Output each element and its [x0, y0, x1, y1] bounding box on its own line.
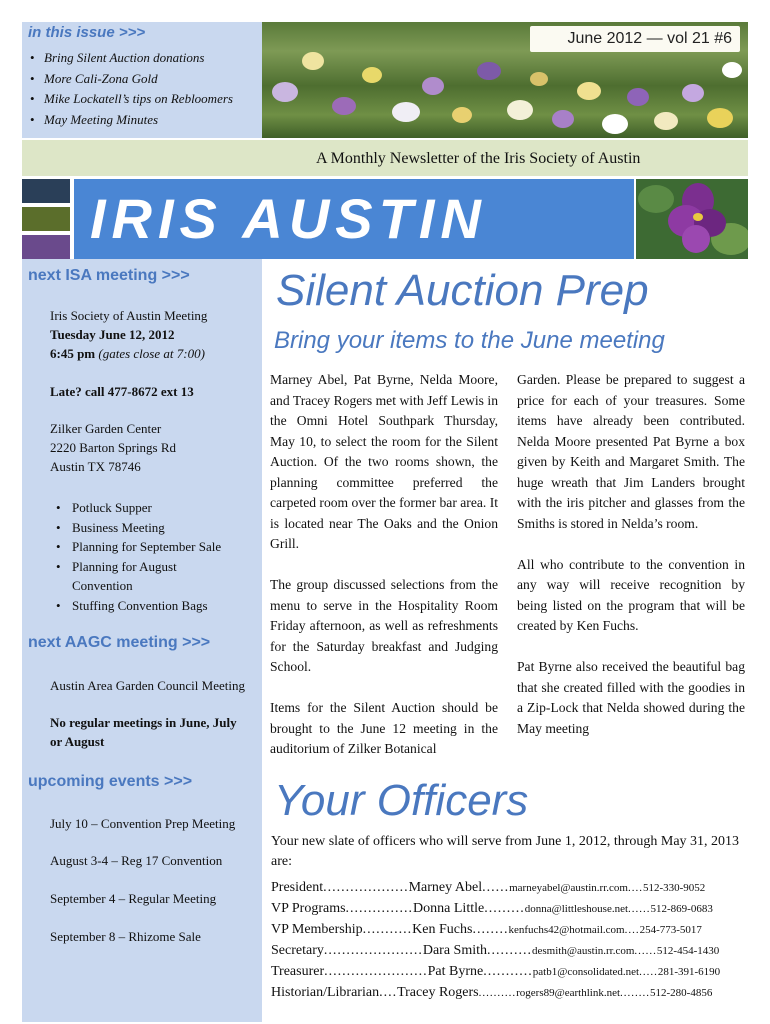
officers-intro: Your new slate of officers who will serve from June 1, 2012, through May 31, 2013 are:	[271, 834, 740, 869]
officers-list	[271, 880, 747, 1006]
leader-dots: ....	[627, 882, 643, 894]
officer-email: patb1@consolidated.net	[532, 966, 640, 978]
officer-role: VP Membership	[271, 922, 363, 937]
officer-name: Tracey Rogers	[397, 985, 479, 1000]
event-item: September 8 – Rhizome Sale	[50, 929, 201, 944]
event-item: August 3-4 – Reg 17 Convention	[50, 853, 223, 868]
article-paragraph: Marney Abel, Pat Byrne, Nelda Moore, and Tracey Rogers met with Jeff Lewis in the Omni Hotel Southpark Thursday, May 10, to select the room for the Silent Auction. Of the two rooms shown, the planning committee preferred the carpeted room over the former bar area. It is located near The Oaks and the Onion Grill.	[270, 372, 498, 551]
officer-name: Ken Fuchs	[412, 922, 473, 937]
isa-meeting-heading: next ISA meeting >>>	[28, 267, 190, 284]
masthead-title: IRIS AUSTIN	[90, 187, 487, 250]
isa-gates: (gates close at 7:00)	[98, 346, 205, 361]
agenda-item: • Business Meeting	[50, 518, 250, 538]
leader-dots: ......	[482, 880, 510, 895]
leader-dots: .......................	[324, 964, 428, 979]
officer-role: Historian/Librarian	[271, 985, 380, 1000]
officer-role: Secretary	[271, 943, 324, 958]
leader-dots: ..........	[487, 943, 533, 958]
isa-time: 6:45 pm	[50, 346, 96, 361]
masthead-square	[22, 235, 70, 259]
agenda-item: • Planning for August Convention	[50, 557, 200, 596]
leader-dots: ....	[379, 985, 398, 1000]
officer-role: VP Programs	[271, 901, 346, 916]
aagc-organization: Austin Area Garden Council Meeting	[50, 678, 245, 693]
venue-name: Zilker Garden Center	[50, 421, 162, 436]
officer-role: President	[271, 880, 324, 895]
officer-email: desmith@austin.rr.com	[532, 945, 635, 957]
officer-row	[271, 943, 747, 964]
officer-phone: 254-773-5017	[639, 924, 702, 936]
officer-row	[271, 922, 747, 943]
issue-item: • More Cali-Zona Gold	[30, 69, 233, 90]
officer-role: Treasurer	[271, 964, 325, 979]
masthead-square	[22, 207, 70, 231]
officer-name: Marney Abel	[408, 880, 483, 895]
officer-name: Pat Byrne	[427, 964, 484, 979]
article-paragraph: All who contribute to the convention in any way will receive recognition by being listed on the program that will be created by Ken Fuchs.	[517, 556, 745, 633]
officer-email: kenfuchs42@hotmail.com	[508, 924, 625, 936]
officer-row	[271, 901, 747, 922]
officers-heading: Your Officers	[274, 776, 529, 825]
isa-time-line	[50, 345, 205, 364]
event-item: September 4 – Regular Meeting	[50, 891, 217, 906]
officer-email: marneyabel@austin.rr.com	[509, 882, 628, 894]
masthead-square	[22, 179, 70, 203]
article-headline: Silent Auction Prep	[276, 266, 649, 315]
leader-dots: .....	[639, 966, 658, 978]
agenda-item: • Stuffing Convention Bags	[50, 596, 250, 616]
article-column-1	[270, 370, 498, 780]
newsletter-subtitle: A Monthly Newsletter of the Iris Society of Austin	[316, 150, 641, 167]
aagc-meeting-heading: next AAGC meeting >>>	[28, 634, 211, 651]
event-item: July 10 – Convention Prep Meeting	[50, 816, 236, 831]
isa-organization: Iris Society of Austin Meeting	[50, 308, 208, 323]
iris-flower-photo	[636, 179, 748, 259]
officer-phone: 512-869-0683	[650, 903, 713, 915]
leader-dots: ......................	[323, 943, 423, 958]
leader-dots: ........	[472, 922, 509, 937]
issue-heading: in this issue >>>	[28, 24, 146, 41]
aagc-note: No regular meetings in June, July or August	[50, 715, 237, 749]
leader-dots: ....	[624, 924, 640, 936]
isa-date: Tuesday June 12, 2012	[50, 327, 175, 342]
agenda-list	[50, 498, 250, 615]
officer-phone: 281-391-6190	[657, 966, 721, 978]
issue-list	[30, 48, 233, 130]
officer-email: donna@littleshouse.net	[524, 903, 629, 915]
leader-dots: ........	[620, 987, 651, 999]
issue-date: June 2012 — vol 21 #6	[530, 26, 740, 52]
officer-name: Dara Smith	[422, 943, 488, 958]
issue-item: • Mike Lockatell’s tips on Rebloomers	[30, 89, 233, 110]
officer-email: rogers89@earthlink.net	[516, 987, 621, 999]
officer-row	[271, 964, 747, 985]
article-deck: Bring your items to the June meeting	[274, 327, 665, 354]
officer-phone: 512-454-1430	[656, 945, 720, 957]
leader-dots: ...............	[345, 901, 414, 916]
article-paragraph: Items for the Silent Auction should be brought to the June 12 meeting in the auditorium of Zilker Botanical	[270, 700, 498, 756]
article-column-2	[517, 370, 745, 760]
article-paragraph: Pat Byrne also received the beautiful bag that she created filled with the goodies in a Zip-Lock that Nelda showed during the May meeting	[517, 659, 745, 736]
article-paragraph: The group discussed selections from the menu to serve in the Hospitality Room Friday afternoon, as well as refreshments for the Saturday breakfast and Judging School.	[270, 577, 498, 674]
leader-dots: ......	[628, 903, 651, 915]
officer-name: Donna Little	[413, 901, 485, 916]
venue-city: Austin TX 78746	[50, 459, 141, 474]
leader-dots: .........	[484, 901, 525, 916]
leader-dots: ...........	[483, 964, 533, 979]
agenda-item: • Potluck Supper	[50, 498, 250, 518]
officer-row	[271, 880, 747, 901]
officer-phone: 512-280-4856	[650, 987, 713, 999]
leader-dots: ...................	[323, 880, 409, 895]
leader-dots: ..........	[478, 987, 517, 999]
issue-item: • Bring Silent Auction donations	[30, 48, 233, 69]
leader-dots: ......	[634, 945, 657, 957]
issue-item: • May Meeting Minutes	[30, 110, 233, 131]
late-call-note: Late? call 477-8672 ext 13	[50, 384, 194, 399]
officer-row	[271, 985, 747, 1006]
agenda-item: • Planning for September Sale	[50, 537, 250, 557]
article-paragraph: Garden. Please be prepared to suggest a price for each of your treasures. Some items have already been contributed. Nelda Moore presented Pat Byrne a box given by Keith and Margaret Smith. The huge wreath that Jim Landers brought with the iris pitcher and glasses from the Smiths is stored in Nelda’s room.	[517, 372, 745, 531]
leader-dots: ...........	[362, 922, 413, 937]
upcoming-events-heading: upcoming events >>>	[28, 773, 193, 790]
venue-address: 2220 Barton Springs Rd	[50, 440, 177, 455]
officer-phone: 512-330-9052	[642, 882, 706, 894]
